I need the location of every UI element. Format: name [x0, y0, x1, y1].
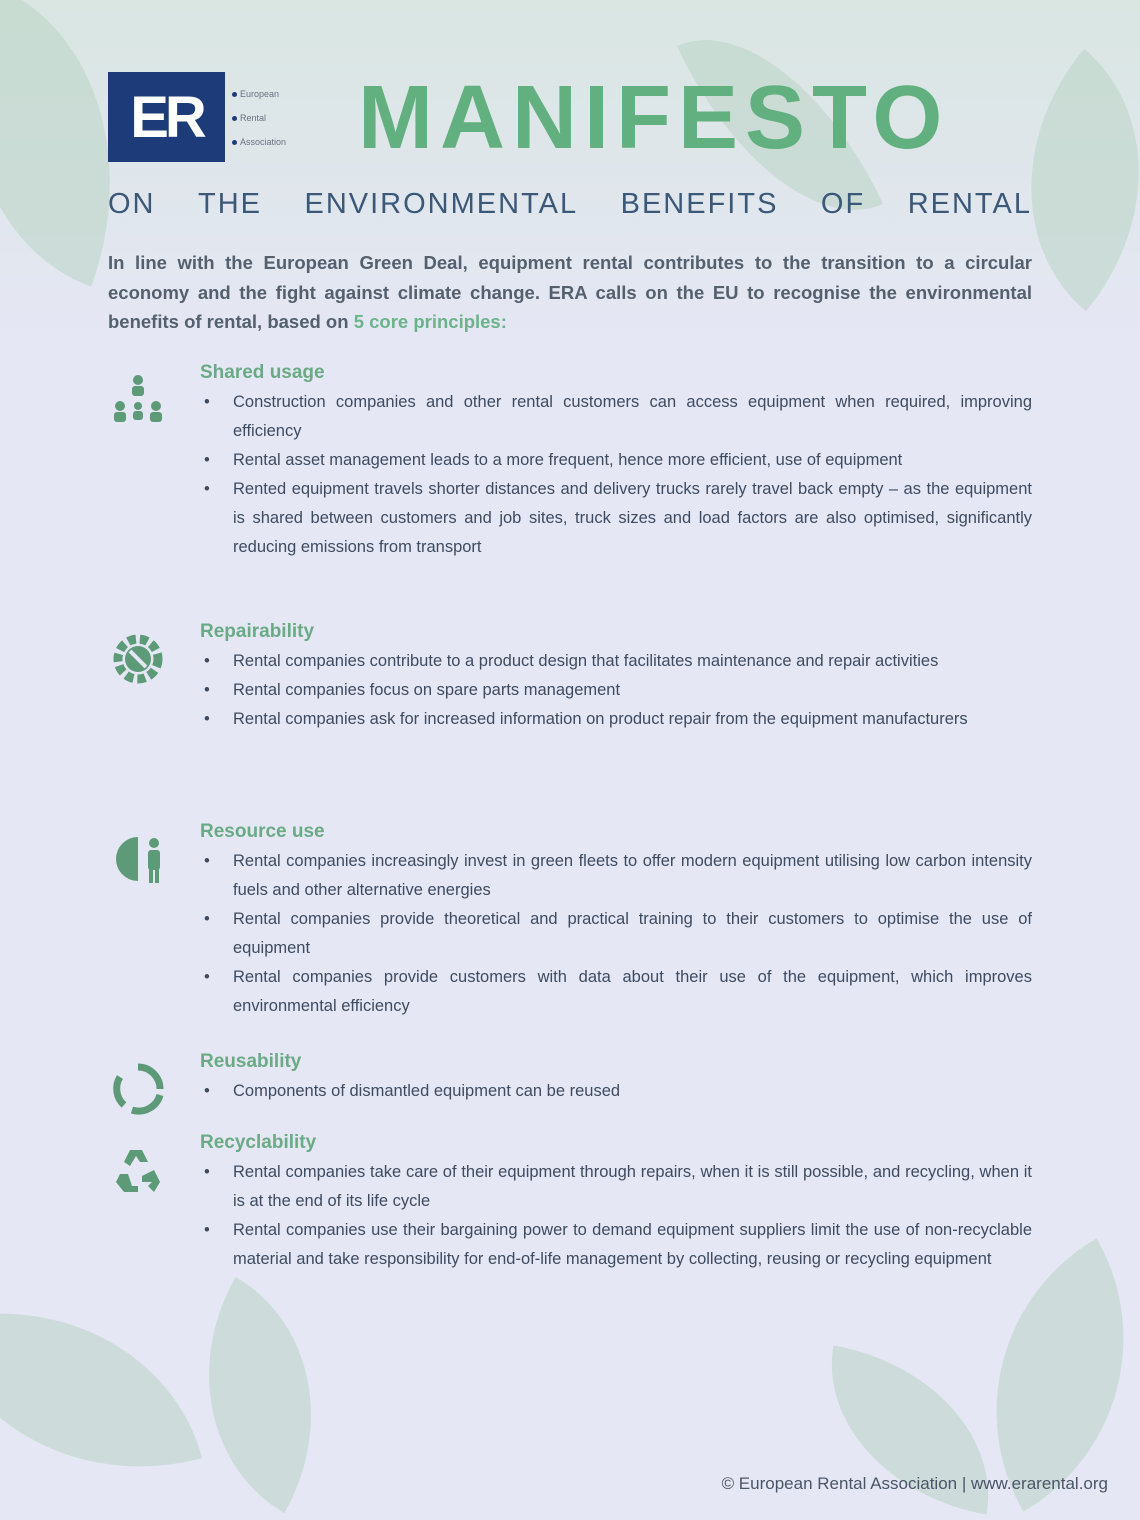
section-heading: Reusability	[200, 1051, 302, 1072]
bullet-list	[200, 1158, 1032, 1274]
logo-wordmark	[232, 82, 286, 154]
intro-paragraph	[108, 248, 1032, 337]
bullet-list	[200, 647, 1032, 734]
page-title: MANIFESTO	[358, 68, 950, 168]
list-item: • Rental asset management leads to a more frequent, hence more efficient, use of equipment	[200, 446, 1032, 475]
intro-highlight: 5 core principles:	[353, 311, 507, 332]
bullet-list	[200, 847, 1032, 1021]
people-network-icon	[108, 370, 168, 430]
section-heading: Resource use	[200, 821, 325, 842]
list-item: • Rental companies take care of their equipment through repairs, when it is still possible, and recycling, when it is at the end of its life cycle	[200, 1158, 1032, 1216]
bullet-list	[200, 1077, 1032, 1106]
subtitle-word: ON	[108, 188, 156, 220]
subtitle-word: BENEFITS	[620, 188, 779, 220]
list-item: • Rental companies provide customers with data about their use of the equipment, which improves environmental efficiency	[200, 963, 1032, 1021]
earth-person-icon	[108, 829, 168, 889]
list-item: • Rented equipment travels shorter distances and delivery trucks rarely travel back empty – as the equipment is shared between customers and job sites, truck sizes and load factors are also optimised, significantly reducing emissions from transport	[200, 475, 1032, 562]
section-heading: Shared usage	[200, 362, 325, 383]
footer-copyright: © European Rental Association | www.erarental.org	[721, 1474, 1108, 1493]
subtitle-word: THE	[198, 188, 262, 220]
list-item: • Rental companies contribute to a product design that facilitates maintenance and repair activities	[200, 647, 1032, 676]
logo-line: Association	[232, 130, 286, 154]
list-item: • Rental companies ask for increased information on product repair from the equipment manufacturers	[200, 705, 1032, 734]
list-item: • Components of dismantled equipment can be reused	[200, 1077, 1032, 1106]
list-item: • Rental companies provide theoretical and practical training to their customers to optimise the use of equipment	[200, 905, 1032, 963]
subtitle	[108, 188, 1032, 221]
list-item: • Rental companies use their bargaining power to demand equipment suppliers limit the use of non-recyclable material and take responsibility for end-of-life management by collecting, reusing or recycling equipment	[200, 1216, 1032, 1274]
list-item: • Rental companies increasingly invest in green fleets to offer modern equipment utilising low carbon intensity fuels and other alternative energies	[200, 847, 1032, 905]
section-heading: Recyclability	[200, 1132, 317, 1153]
logo-line: Rental	[232, 106, 286, 130]
list-item: • Rental companies focus on spare parts management	[200, 676, 1032, 705]
bullet-list	[200, 388, 1032, 562]
intro-text: In line with the European Green Deal, equipment rental contributes to the transition to a circular economy and the fight against climate change. ERA calls on the EU to recognise the environmental benefits of rental, based on	[108, 252, 1032, 332]
subtitle-word: RENTAL	[907, 188, 1032, 220]
subtitle-word: ENVIRONMENTAL	[304, 188, 579, 220]
list-item: • Construction companies and other rental customers can access equipment when required, improving efficiency	[200, 388, 1032, 446]
recycle-icon	[108, 1140, 168, 1200]
logo-line: European	[232, 82, 286, 106]
section-heading: Repairability	[200, 621, 315, 642]
circular-arrows-icon	[108, 1059, 168, 1119]
gear-wrench-icon	[108, 629, 168, 689]
era-logo: ER	[108, 72, 225, 162]
subtitle-word: OF	[820, 188, 866, 220]
